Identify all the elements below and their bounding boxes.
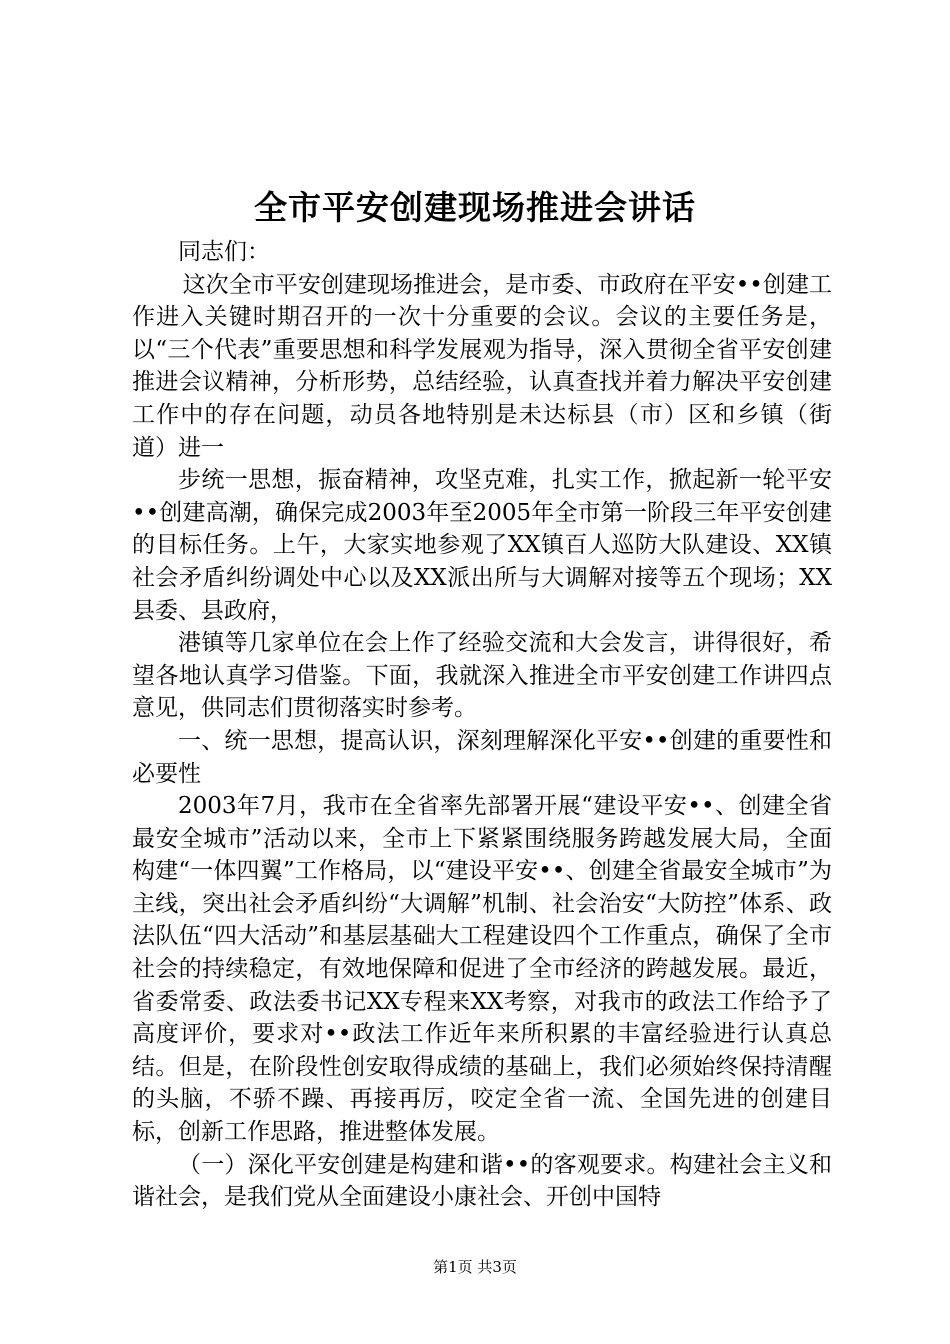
body-paragraph: 这次全市平安创建现场推进会，是市委、市政府在平安••创建工作进入关键时期召开的一次十分重要的会议。会议的主要任务是，以“三个代表”重要思想和科学发展观为指导，深入贯彻全省平安创建推进会议精神，分析形势，总结经验，认真查找并着力解决平安创建工作中的存在问题，动员各地特别是未达标县（市）区和乡镇（街道）进一	[132, 271, 832, 461]
greeting-paragraph: 同志们：	[178, 239, 270, 265]
body-paragraph: 港镇等几家单位在会上作了经验交流和大会发言，讲得很好，希望各地认真学习借鉴。下面，我就深入推进全市平安创建工作讲四点意见，供同志们贯彻落实时参考。	[132, 630, 832, 722]
subsection-paragraph: （一）深化平安创建是构建和谐••的客观要求。构建社会主义和谐社会，是我们党从全面建设小康社会、开创中国特	[132, 1151, 832, 1211]
body-paragraph: 2003年7月，我市在全省率先部署开展“建设平安••、创建全省最安全城市”活动以来，全市上下紧紧围绕服务跨越发展大局，全面构建“一体四翼”工作格局，以“建设平安••、创建全省最安全城市”为主线，突出社会矛盾纠纷“大调解”机制、社会治安“大防控”体系、政法队伍“四大活动”和基层基础大工程建设四个工作重点，确保了全市社会的持续稳定，有效地保障和促进了全市经济的跨越发展。最近，省委常委、政法委书记XX专程来XX考察，对我市的政法工作给予了高度评价，要求对••政法工作近年来所积累的丰富经验进行认真总结。但是，在阶段性创安取得成绩的基础上，我们必须始终保持清醒的头脑，不骄不躁、再接再厉，咬定全省一流、全国先进的创建目标，创新工作思路，推进整体发展。	[132, 793, 832, 1146]
body-paragraph: 步统一思想，振奋精神，攻坚克难，扎实工作，掀起新一轮平安••创建高潮，确保完成2003年至2005年全市第一阶段三年平安创建的目标任务。上午，大家实地参观了XX镇百人巡防大队建设、XX镇社会矛盾纠纷调处中心以及XX派出所与大调解对接等五个现场；XX县委、县政府，	[132, 467, 832, 624]
document-body	[132, 236, 832, 1214]
section-heading: 一、统一思想，提高认识，深刻理解深化平安••创建的重要性和必要性	[132, 727, 832, 787]
document-title: 全市平安创建现场推进会讲话	[254, 188, 696, 227]
page-footer: 第1页 共3页	[433, 1258, 517, 1276]
